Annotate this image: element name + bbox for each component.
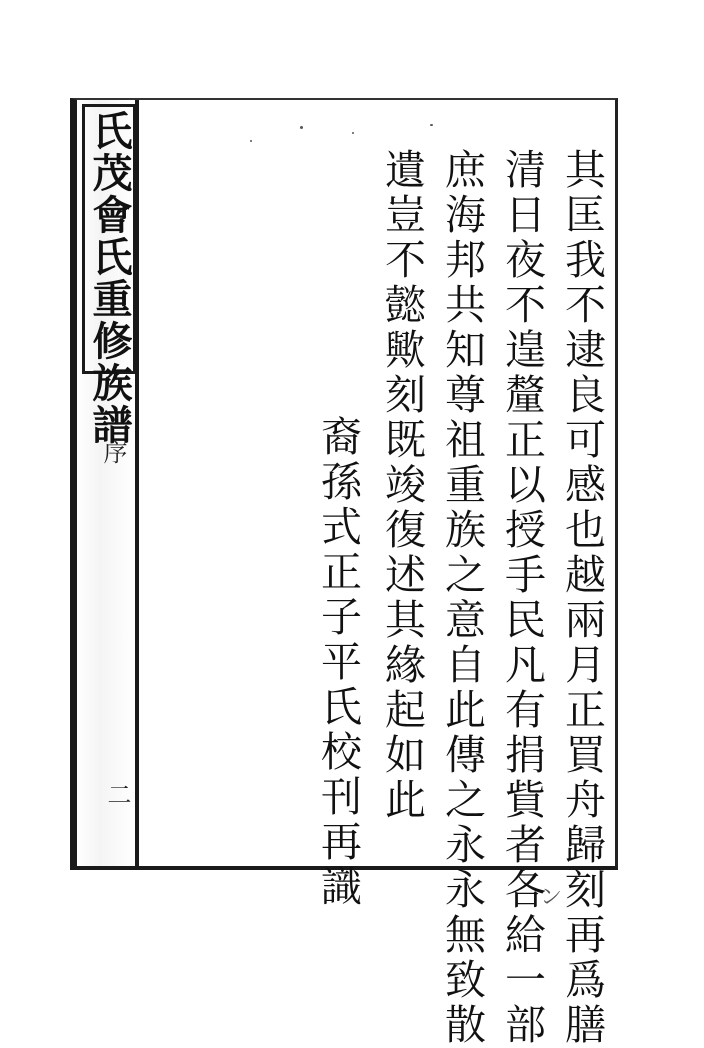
ink-speck — [300, 126, 303, 129]
text-column-2: 清日夜不遑釐正以授手民凡有捐貲者各給一部 — [498, 148, 546, 1048]
ink-speck — [352, 132, 354, 134]
spine-page-number: 二 — [103, 782, 131, 806]
margin-mark: ン — [540, 885, 563, 910]
text-column-3: 庶海邦共知尊祖重族之意自此傳之永永無致散 — [438, 148, 486, 1048]
text-column-1: 其匡我不逮良可感也越兩月正買舟歸刻再爲膳 — [558, 148, 606, 1048]
spine-section-label: 序 — [99, 440, 127, 464]
ink-speck — [430, 124, 433, 126]
signature-line: 裔孫式正子平氏校刊再識 — [314, 415, 362, 910]
text-column-4: 遺豈不懿歟刻既竣復述其緣起如此 — [378, 148, 426, 823]
ink-speck — [250, 140, 252, 142]
spine-title: 氏茂會氏重修族譜 — [86, 110, 133, 446]
